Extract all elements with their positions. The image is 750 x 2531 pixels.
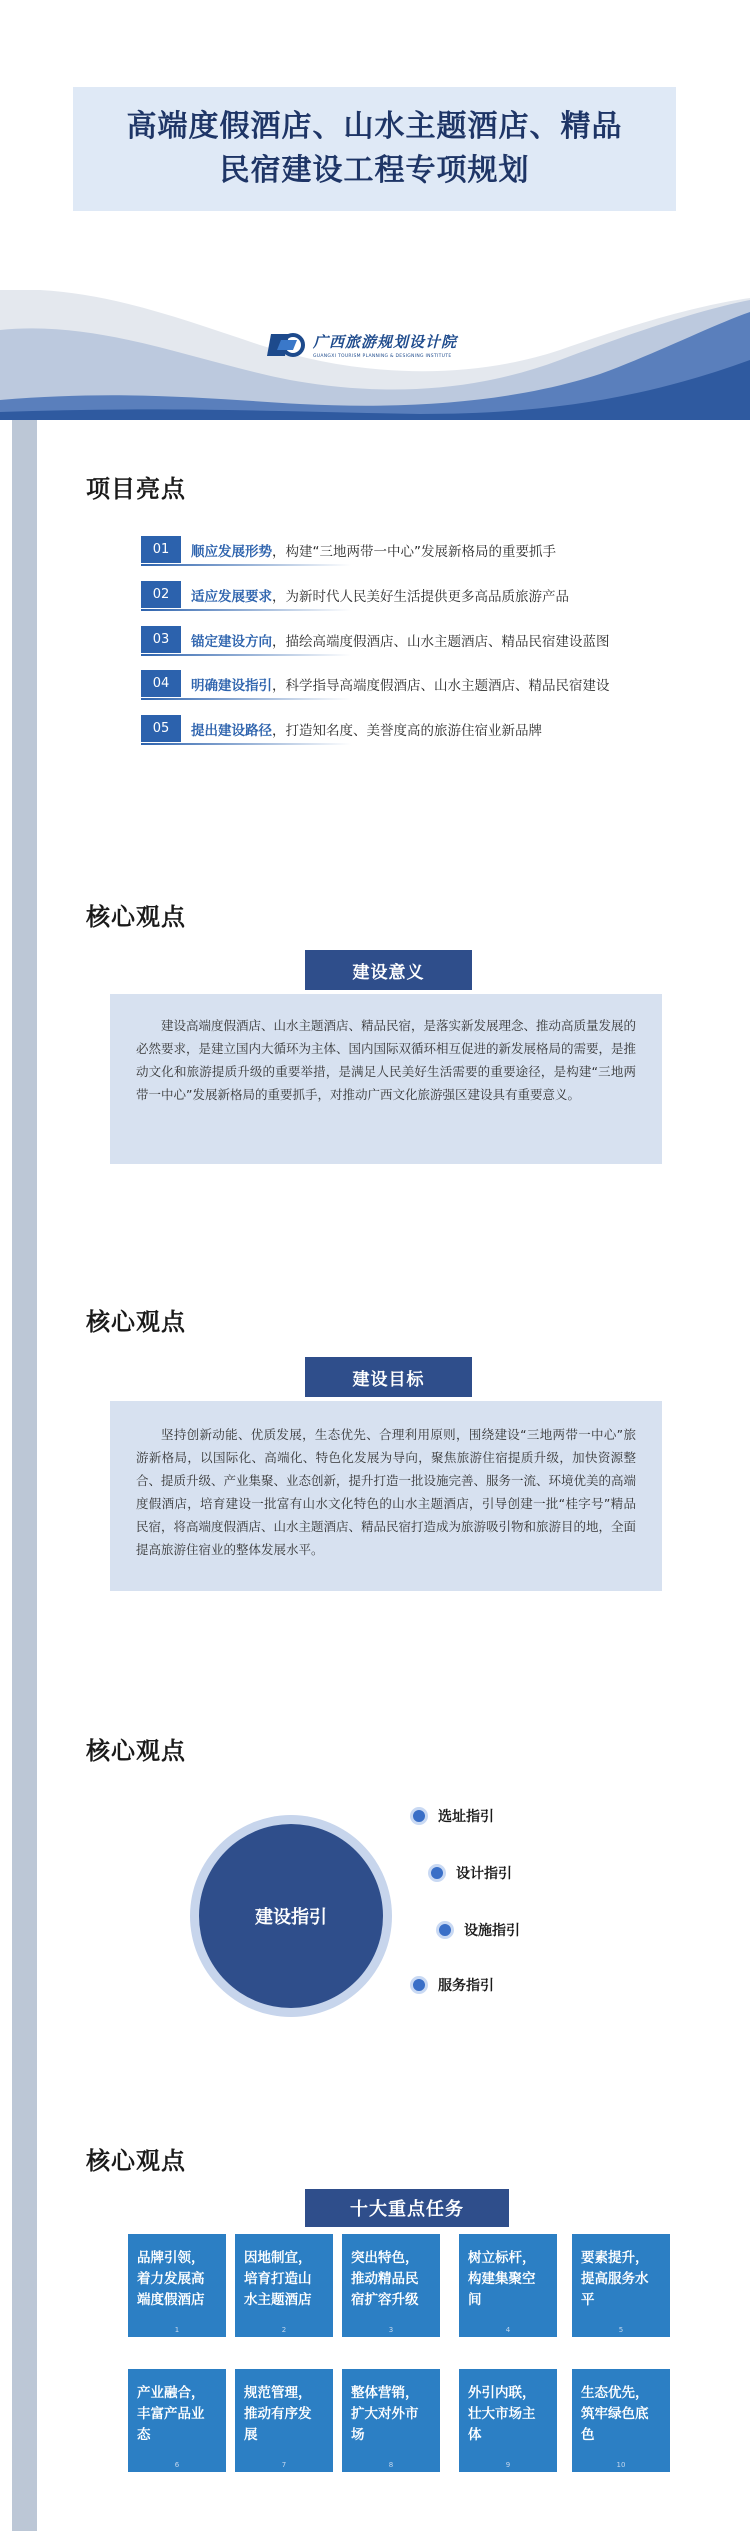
highlight-underline (141, 564, 351, 566)
guide-item (436, 1920, 520, 1940)
logo-name-cn: 广西旅游规划设计院 (313, 333, 458, 351)
highlight-key: 提出建设路径 (191, 722, 272, 739)
task-text: 生态优先，筑牢绿色底色 (581, 2385, 649, 2443)
task-text: 品牌引领，着力发展高端度假酒店 (137, 2250, 205, 2308)
institute-logo (267, 325, 487, 365)
highlight-item (141, 670, 701, 697)
task-number: 10 (616, 2461, 626, 2469)
task-text: 树立标杆，构建集聚空间 (468, 2250, 536, 2308)
section-title-guidance: 核心观点 (86, 1737, 186, 1765)
title-box (73, 87, 676, 211)
task-number: 2 (281, 2326, 287, 2334)
significance-text: 建设高端度假酒店、山水主题酒店、精品民宿，是落实新发展理念、推动高质量发展的必然要求，是建立国内大循环为主体、国内国际双循环相互促进的新发展格局的需要，是推动文化和旅游提质升级的重要举措，是满足人民美好生活需要的重要途径，是构建“三地两带一中心”发展新格局的重要抓手，对推动广西文化旅游强区建设具有重要意义。 (110, 994, 662, 1164)
highlight-number: 05 (141, 715, 181, 742)
guide-label: 服务指引 (438, 1978, 494, 1994)
task-card (572, 2234, 670, 2337)
guidance-circle-center: 建设指引 (199, 1824, 383, 2008)
highlight-key: 明确建设指引 (191, 677, 272, 694)
bullet-dot-icon (436, 1921, 454, 1939)
task-number: 3 (388, 2326, 394, 2334)
task-text: 规范管理，推动有序发展 (244, 2385, 312, 2443)
highlight-text: ，为新时代人民美好生活提供更多高品质旅游产品 (272, 588, 569, 605)
task-text: 要素提升，提高服务水平 (581, 2250, 649, 2308)
section-title-tasks: 核心观点 (86, 2147, 186, 2175)
highlight-underline (141, 698, 351, 700)
pill-goals: 建设目标 (305, 1357, 472, 1397)
highlight-item (141, 626, 701, 653)
bullet-dot-icon (410, 1976, 428, 1994)
tasks-head: 十大重点任务 (305, 2189, 509, 2227)
task-card (342, 2234, 440, 2337)
task-card (128, 2234, 226, 2337)
task-text: 产业融合，丰富产品业态 (137, 2385, 205, 2443)
side-bar (12, 420, 37, 2531)
highlight-key: 适应发展要求 (191, 588, 272, 605)
task-number: 6 (174, 2461, 180, 2469)
goals-text: 坚持创新动能、优质发展，生态优先、合理利用原则，围绕建设“三地两带一中心”旅游新格局，以国际化、高端化、特色化发展为导向，聚焦旅游住宿提质升级，加快资源整合、提质升级、产业集聚、业态创新，提升打造一批设施完善、服务一流、环境优美的高端度假酒店，培育建设一批富有山水文化特色的山水主题酒店，引导创建一批“桂字号”精品民宿，将高端度假酒店、山水主题酒店、精品民宿打造成为旅游吸引物和旅游目的地，全面提高旅游住宿业的整体发展水平。 (110, 1401, 662, 1591)
task-card (128, 2369, 226, 2472)
highlight-item (141, 581, 701, 608)
page-title-line2: 民宿建设工程专项规划 (219, 153, 530, 188)
highlight-number: 03 (141, 626, 181, 653)
task-card (572, 2369, 670, 2472)
task-number: 8 (388, 2461, 394, 2469)
task-text: 突出特色，推动精品民宿扩容升级 (351, 2250, 419, 2308)
guide-item (410, 1806, 494, 1826)
highlight-number: 02 (141, 581, 181, 608)
logo-name-en: GUANGXI TOURISM PLANNING & DESIGNING INSTITUTE (313, 354, 452, 359)
task-card (342, 2369, 440, 2472)
guide-label: 选址指引 (438, 1809, 494, 1825)
highlight-text: ，科学指导高端度假酒店、山水主题酒店、精品民宿建设 (272, 677, 610, 694)
highlight-underline (141, 743, 351, 745)
task-number: 1 (174, 2326, 180, 2334)
task-number: 7 (281, 2461, 287, 2469)
logo-mark-icon (267, 330, 307, 360)
task-card (459, 2369, 557, 2472)
guide-item (428, 1863, 512, 1883)
section-title-goals: 核心观点 (86, 1308, 186, 1336)
guide-label: 设施指引 (464, 1923, 520, 1939)
section-title-significance: 核心观点 (86, 903, 186, 931)
task-text: 因地制宜，培育打造山水主题酒店 (244, 2250, 312, 2308)
highlight-text: ，描绘高端度假酒店、山水主题酒店、精品民宿建设蓝图 (272, 633, 610, 650)
highlight-text: ，构建“三地两带一中心”发展新格局的重要抓手 (272, 543, 556, 560)
task-card (235, 2369, 333, 2472)
section-title-highlights: 项目亮点 (86, 475, 186, 503)
bullet-dot-icon (410, 1807, 428, 1825)
guide-item (410, 1975, 494, 1995)
task-number: 9 (505, 2461, 511, 2469)
task-text: 整体营销，扩大对外市场 (351, 2385, 419, 2443)
task-card (235, 2234, 333, 2337)
highlight-number: 01 (141, 536, 181, 563)
task-text: 外引内联，壮大市场主体 (468, 2385, 536, 2443)
highlight-item (141, 536, 701, 563)
highlight-underline (141, 609, 351, 611)
task-number: 5 (618, 2326, 624, 2334)
bullet-dot-icon (428, 1864, 446, 1882)
guide-label: 设计指引 (456, 1866, 512, 1882)
highlight-key: 锚定建设方向 (191, 633, 272, 650)
highlight-item (141, 715, 701, 742)
highlight-underline (141, 654, 351, 656)
highlight-number: 04 (141, 670, 181, 697)
highlight-text: ，打造知名度、美誉度高的旅游住宿业新品牌 (272, 722, 542, 739)
pill-significance: 建设意义 (305, 950, 472, 990)
task-number: 4 (505, 2326, 511, 2334)
task-card (459, 2234, 557, 2337)
page-title-line1: 高端度假酒店、山水主题酒店、精品 (126, 109, 623, 144)
highlight-key: 顺应发展形势 (191, 543, 272, 560)
